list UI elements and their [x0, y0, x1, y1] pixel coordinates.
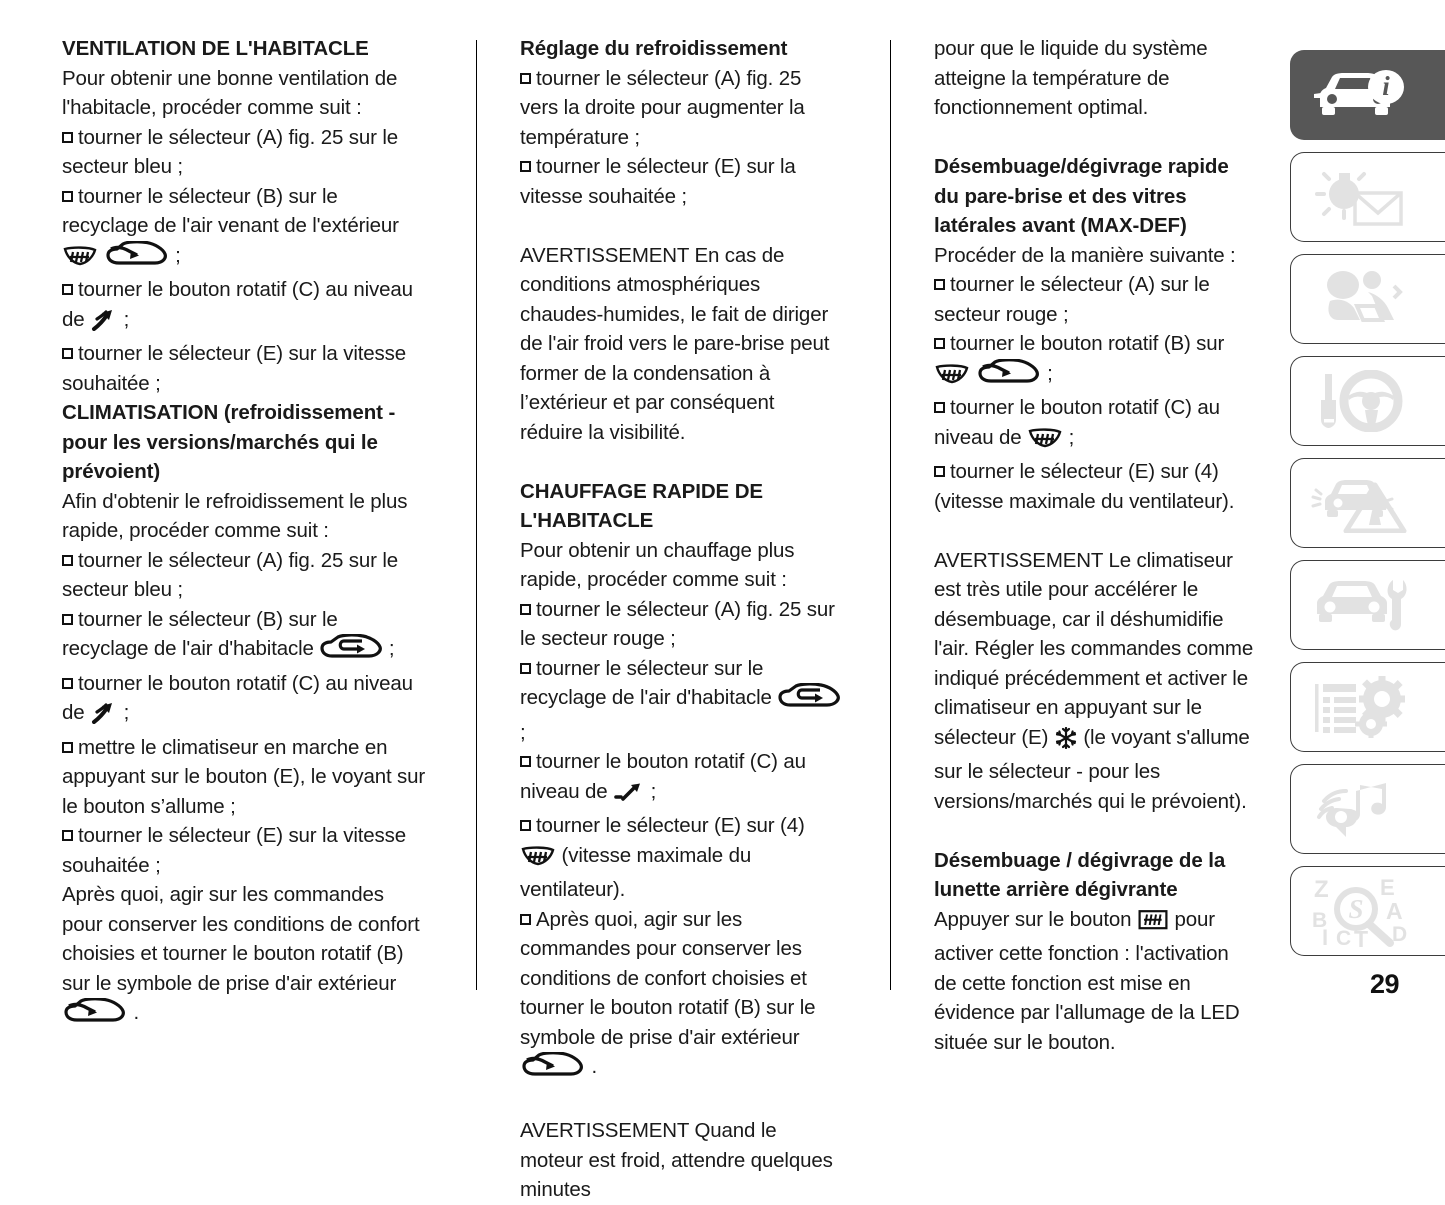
paragraph-tail-text: ;	[123, 701, 130, 724]
paragraph-text: tourner le bouton rotatif (C) au niveau de	[62, 278, 413, 331]
face-vent-icon	[91, 702, 117, 733]
section-heading: Réglage du refroidissement	[520, 37, 788, 60]
bullet-item-text: tourner le sélecteur (E) sur la vitesse souhaitée ;	[520, 155, 796, 208]
recirculation-car-icon	[778, 683, 840, 709]
section-heading: VENTILATION DE L'HABITACLE	[62, 37, 369, 60]
paragraph-text: AVERTISSEMENT Le climatiseur est très utile pour accélérer le désembuage, car il déshumidifie l'air. Régler les commandes comme indiqué précédemment et activer le climatiseur en appuyant sur le sélecteur (E)	[934, 548, 1254, 749]
paragraph-tail-text: ;	[650, 779, 657, 803]
paragraph-spacer	[520, 447, 842, 477]
rear-defrost-button-icon	[1138, 909, 1168, 931]
fresh-air-car-icon	[105, 241, 169, 276]
bullet-item	[62, 733, 428, 822]
alphabetical-index-icon	[1308, 875, 1408, 947]
face-vent-icon	[91, 309, 117, 331]
bullet-item	[934, 457, 1256, 516]
bullet-item	[62, 339, 428, 398]
fresh-air-car-icon	[63, 998, 127, 1024]
column-divider	[890, 40, 891, 990]
column-3	[890, 34, 1256, 1054]
body-paragraph: Afin d'obtenir le refroidissement le plus rapide, procéder comme suit :	[62, 489, 408, 542]
face-vent-icon	[91, 309, 117, 340]
tab-starting-driving[interactable]	[1290, 356, 1445, 446]
paragraph-tail-text: .	[591, 1055, 598, 1078]
defrost-windshield-icon	[521, 846, 555, 867]
bullet-item	[520, 64, 842, 153]
bullet-item	[520, 152, 842, 211]
bullet-square-icon	[62, 830, 73, 841]
bullet-item-text: tourner le sélecteur (E) sur la vitesse souhaitée ;	[62, 342, 406, 395]
paragraph-text: tourner le bouton rotatif (C) au niveau de	[520, 750, 806, 803]
paragraph-tail-text: (le voyant s'allume sur le sélecteur - pour les versions/marchés qui le prévoient).	[934, 725, 1250, 813]
paragraph-text: tourner le bouton rotatif (C) au niveau de	[934, 396, 1220, 449]
bullet-item	[62, 275, 428, 339]
tab-technical-specs[interactable]	[1290, 662, 1445, 752]
paragraph-tail-text: pour activer cette fonction : l'activation de cette fonction est mise en évidence par l'allumage de la LED située sur le bouton.	[934, 907, 1240, 1054]
svg-text:S: S	[1348, 894, 1364, 924]
body-paragraph	[934, 546, 1256, 817]
bullet-square-icon	[62, 348, 73, 359]
paragraph-text: tourner le bouton rotatif (B) sur	[950, 332, 1225, 355]
body-paragraph: pour que le liquide du système atteigne la température de fonctionnement optimal.	[934, 37, 1208, 119]
bullet-item	[62, 669, 428, 733]
defrost-windshield-icon	[521, 846, 555, 876]
bullet-item	[62, 546, 428, 605]
bullet-item	[520, 811, 842, 905]
paragraph-lead-text: Appuyer sur le bouton	[934, 907, 1132, 931]
paragraph-tail-text: (vitesse maximale du ventilateur).	[520, 843, 752, 901]
car-wrench-icon	[1309, 576, 1407, 634]
svg-text:Z: Z	[1314, 876, 1329, 903]
bullet-item	[934, 270, 1256, 329]
tab-safety[interactable]	[1290, 254, 1445, 344]
tab-car-info[interactable]	[1290, 50, 1445, 140]
paragraph-tail-text: ;	[520, 720, 526, 744]
bullet-item-text: tourner le sélecteur (A) fig. 25 sur le secteur bleu ;	[62, 548, 399, 601]
tab-emergency[interactable]	[1290, 458, 1445, 548]
svg-text:E: E	[1380, 875, 1395, 900]
chapter-tab-rail	[1290, 34, 1445, 1018]
fresh-air-car-icon	[105, 241, 169, 267]
defrost-windshield-icon	[1028, 428, 1062, 458]
bullet-item-text: tourner le sélecteur (E) sur (4) (vitesse maximale du ventilateur).	[934, 460, 1235, 513]
svg-text:i: i	[1382, 71, 1390, 101]
body-paragraph	[934, 905, 1256, 1058]
bullet-square-icon	[520, 914, 531, 925]
bi-level-vent-icon	[614, 782, 644, 812]
column-divider	[476, 40, 477, 990]
bullet-item	[520, 595, 842, 654]
bullet-item	[62, 605, 428, 669]
bullet-item-text: tourner le sélecteur (E) sur la vitesse souhaitée ;	[62, 824, 406, 877]
bullet-square-icon	[934, 338, 945, 349]
bullet-item-text: mettre le climatiseur en marche en appuyant sur le bouton (E), le voyant sur le bouton s’allume ;	[62, 735, 426, 818]
column-2	[476, 34, 842, 1201]
face-vent-icon	[91, 702, 117, 724]
section-heading: Désembuage / dégivrage de la lunette arrière dégivrante	[934, 848, 1226, 901]
bullet-square-icon	[62, 132, 73, 143]
bullet-item	[62, 182, 428, 276]
recirculation-car-icon	[320, 634, 382, 660]
bullet-square-icon	[62, 678, 73, 689]
fresh-air-car-icon	[977, 359, 1041, 385]
multimedia-music-icon	[1310, 779, 1406, 839]
paragraph-text: tourner le sélecteur (E) sur (4)	[536, 814, 805, 837]
bullet-square-icon	[934, 466, 945, 477]
bullet-square-icon	[62, 191, 73, 202]
svg-text:D: D	[1392, 923, 1408, 946]
key-steering-wheel-icon	[1310, 370, 1406, 432]
bullet-square-icon	[520, 73, 531, 84]
paragraph-tail-text: ;	[388, 637, 395, 660]
defrost-windshield-icon	[1028, 428, 1062, 449]
tab-dashboard-warnings[interactable]	[1290, 152, 1445, 242]
paragraph-spacer	[934, 816, 1256, 846]
emergency-warning-triangle-icon	[1309, 473, 1407, 533]
paragraph-tail-text: ;	[1068, 425, 1075, 449]
bullet-item	[934, 393, 1256, 457]
body-paragraph: AVERTISSEMENT En cas de conditions atmosphériques chaudes-humides, le fait de diriger de l'air froid vers le pare-brise peut former de la condensation à l’extérieur et par conséquent réduire la visibilité.	[520, 243, 830, 444]
bullet-item-text: tourner le sélecteur (A) fig. 25 sur le secteur bleu ;	[62, 125, 399, 178]
paragraph-text: Après quoi, agir sur les commandes pour conserver les conditions de confort choisies et tourner le bouton rotatif (B) sur le symbole de prise d'air extérieur	[62, 883, 420, 995]
tab-maintenance[interactable]	[1290, 560, 1445, 650]
body-paragraph: Pour obtenir un chauffage plus rapide, procéder comme suit :	[520, 538, 795, 591]
specifications-gears-icon	[1309, 676, 1407, 738]
paragraph-text: Après quoi, agir sur les commandes pour conserver les conditions de confort choisies et tourner le bouton rotatif (B) sur le symbole de prise d'air extérieur	[520, 907, 816, 1049]
bullet-item	[62, 123, 428, 182]
column-1	[62, 34, 428, 1024]
section-heading: Désembuage/dégivrage rapide du pare-brise et des vitres latérales avant (MAX-DEF)	[934, 155, 1229, 237]
bullet-square-icon	[520, 820, 531, 831]
paragraph-spacer	[934, 516, 1256, 546]
bullet-square-icon	[62, 742, 73, 753]
section-heading: CHAUFFAGE RAPIDE DE L'HABITACLE	[520, 479, 763, 532]
tab-index[interactable]	[1290, 866, 1445, 956]
paragraph-tail-text: ;	[1047, 361, 1053, 385]
svg-text:B: B	[1312, 909, 1328, 932]
snowflake-icon	[1055, 727, 1077, 749]
paragraph-spacer	[520, 211, 842, 241]
snowflake-icon	[1055, 727, 1077, 758]
section-heading: CLIMATISATION (refroidissement - pour les versions/marchés qui le prévoient)	[62, 401, 396, 483]
safety-seatbelt-icon	[1310, 268, 1406, 330]
bullet-square-icon	[62, 284, 73, 295]
fresh-air-car-icon	[521, 1052, 585, 1087]
bullet-square-icon	[62, 614, 73, 625]
fresh-air-car-icon	[977, 359, 1041, 394]
bullet-square-icon	[62, 555, 73, 566]
bullet-square-icon	[934, 402, 945, 413]
bullet-square-icon	[520, 161, 531, 172]
svg-text:I: I	[1322, 925, 1329, 947]
bullet-item	[520, 747, 842, 811]
bullet-square-icon	[520, 663, 531, 674]
bullet-square-icon	[520, 604, 531, 615]
rear-defrost-button-icon	[1138, 909, 1168, 940]
defrost-windshield-icon	[935, 364, 969, 385]
paragraph-spacer	[520, 1087, 842, 1117]
bullet-item	[520, 905, 842, 1087]
bullet-item	[520, 654, 842, 748]
bullet-item-text: tourner le sélecteur (A) fig. 25 sur le secteur rouge ;	[520, 597, 835, 650]
bullet-square-icon	[934, 279, 945, 290]
fresh-air-car-icon	[521, 1052, 585, 1078]
bullet-item	[934, 329, 1256, 393]
bullet-item	[62, 821, 428, 880]
fresh-air-car-icon	[63, 998, 127, 1033]
body-paragraph	[62, 880, 428, 1033]
paragraph-text: tourner le sélecteur (B) sur le recyclage de l'air d'habitacle	[62, 607, 338, 660]
dashboard-warnings-icon	[1310, 167, 1406, 227]
paragraph-tail-text: .	[133, 1001, 140, 1024]
body-paragraph: AVERTISSEMENT Quand le moteur est froid, attendre quelques minutes	[520, 1119, 833, 1201]
defrost-windshield-icon	[63, 246, 97, 276]
defrost-windshield-icon	[63, 246, 97, 267]
paragraph-text: tourner le sélecteur sur le recyclage de l'air d'habitacle	[520, 656, 772, 709]
svg-text:A: A	[1386, 898, 1403, 924]
text-columns	[0, 34, 1290, 1201]
body-paragraph: Procéder de la manière suivante :	[934, 243, 1236, 267]
svg-text:C: C	[1336, 927, 1352, 947]
tab-multimedia[interactable]	[1290, 764, 1445, 854]
recirculation-car-icon	[320, 634, 382, 669]
page-number: 29	[1369, 969, 1399, 999]
bullet-square-icon	[520, 756, 531, 767]
paragraph-spacer	[934, 123, 1256, 153]
paragraph-text: tourner le sélecteur (B) sur le recyclage de l'air venant de l'extérieur	[62, 184, 399, 237]
paragraph-tail-text: ;	[175, 243, 181, 267]
svg-text:T: T	[1354, 926, 1369, 947]
body-paragraph: Pour obtenir une bonne ventilation de l'habitacle, procéder comme suit :	[62, 66, 398, 119]
bi-level-vent-icon	[614, 783, 644, 803]
recirculation-car-icon	[778, 683, 840, 718]
bullet-item-text: tourner le sélecteur (A) sur le secteur rouge ;	[934, 273, 1210, 326]
defrost-windshield-icon	[935, 364, 969, 394]
car-info-icon	[1310, 67, 1406, 123]
paragraph-text: tourner le bouton rotatif (C) au niveau de	[62, 671, 413, 724]
bullet-item-text: tourner le sélecteur (A) fig. 25 vers la droite pour augmenter la température ;	[520, 66, 805, 149]
paragraph-tail-text: ;	[123, 307, 130, 331]
